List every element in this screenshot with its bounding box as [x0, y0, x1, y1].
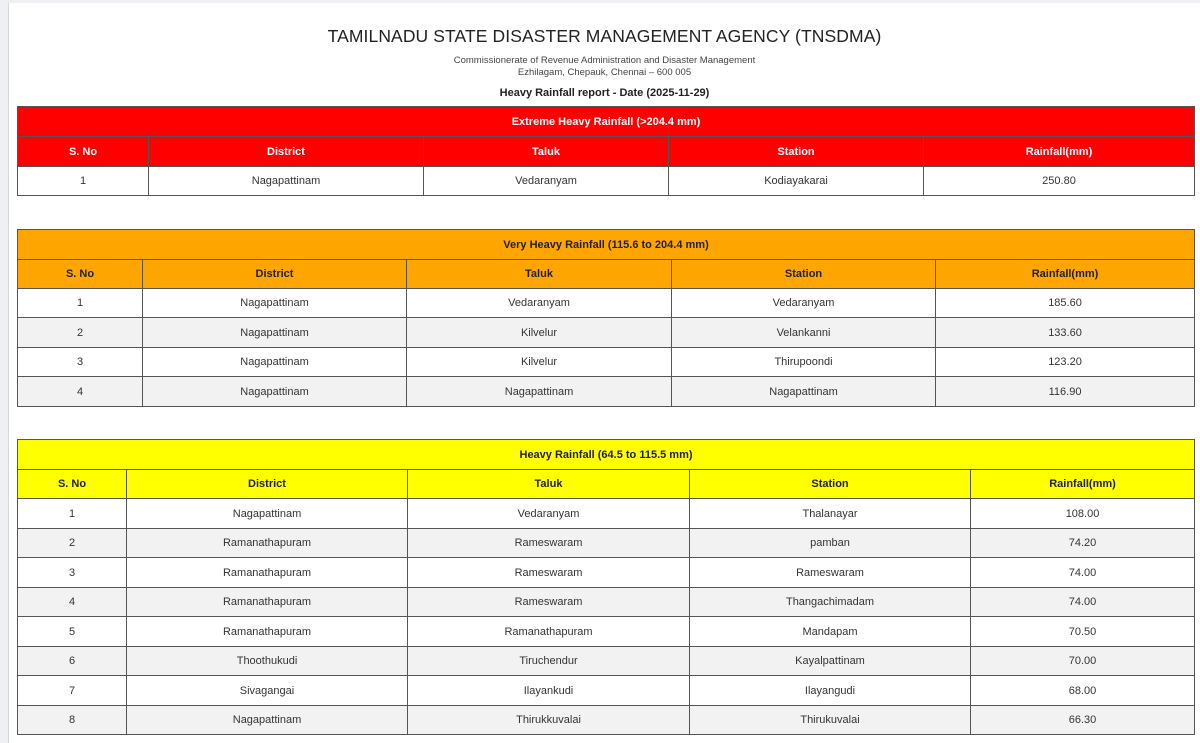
commissionerate-line: Commissionerate of Revenue Administration and Disaster Management — [453, 55, 756, 66]
cell-sno: 1 — [18, 167, 149, 196]
cell-sno: 4 — [18, 588, 127, 617]
cell-taluk: Rameswaram — [408, 529, 690, 558]
cell-district: Nagapattinam — [143, 318, 407, 348]
cell-station: Thangachimadam — [690, 588, 971, 617]
table-row — [18, 529, 1195, 558]
cell-sno: 1 — [18, 499, 127, 529]
cell-sno: 8 — [18, 706, 127, 735]
heavy-rainfall-caption: Heavy Rainfall (64.5 to 115.5 mm) — [18, 440, 1195, 470]
cell-district: Nagapattinam — [127, 706, 408, 735]
cell-rainfall: 74.20 — [971, 529, 1195, 558]
table-row — [18, 377, 1195, 407]
col-header-taluk: Taluk — [407, 260, 672, 289]
cell-taluk: Nagapattinam — [407, 377, 672, 407]
cell-sno: 5 — [18, 617, 127, 647]
cell-station: Ilayangudi — [690, 676, 971, 706]
cell-taluk: Vedaranyam — [407, 289, 672, 318]
table-row — [18, 617, 1195, 647]
cell-station: Mandapam — [690, 617, 971, 647]
col-header-station: Station — [669, 137, 924, 167]
extreme-rainfall-caption: Extreme Heavy Rainfall (>204.4 mm) — [18, 107, 1195, 137]
table-row — [18, 676, 1195, 706]
cell-station: Velankanni — [672, 318, 936, 348]
cell-taluk: Rameswaram — [408, 558, 690, 588]
col-header-rainfall: Rainfall(mm) — [924, 137, 1195, 167]
cell-station: Kayalpattinam — [690, 647, 971, 676]
col-header-station: Station — [672, 260, 936, 289]
cell-taluk: Kilvelur — [407, 318, 672, 348]
cell-rainfall: 74.00 — [971, 588, 1195, 617]
col-header-district: District — [143, 260, 407, 289]
cell-sno: 7 — [18, 676, 127, 706]
cell-station: Nagapattinam — [672, 377, 936, 407]
col-header-district: District — [127, 470, 408, 499]
cell-sno: 1 — [18, 289, 143, 318]
col-header-rainfall: Rainfall(mm) — [936, 260, 1195, 289]
table-row — [18, 499, 1195, 529]
cell-taluk: Ilayankudi — [408, 676, 690, 706]
cell-sno: 2 — [18, 529, 127, 558]
table-row — [18, 318, 1195, 348]
cell-district: Nagapattinam — [143, 289, 407, 318]
cell-rainfall: 70.50 — [971, 617, 1195, 647]
cell-rainfall: 133.60 — [936, 318, 1195, 348]
col-header-rainfall: Rainfall(mm) — [971, 470, 1195, 499]
cell-taluk: Vedaranyam — [408, 499, 690, 529]
agency-title: TAMILNADU STATE DISASTER MANAGEMENT AGENCY (TNSDMA) — [327, 26, 882, 46]
cell-district: Nagapattinam — [127, 499, 408, 529]
cell-district: Ramanathapuram — [127, 529, 408, 558]
cell-taluk: Thirukkuvalai — [408, 706, 690, 735]
cell-district: Ramanathapuram — [127, 558, 408, 588]
cell-district: Nagapattinam — [143, 377, 407, 407]
cell-taluk: Kilvelur — [407, 348, 672, 377]
table-row — [18, 348, 1195, 377]
cell-rainfall: 123.20 — [936, 348, 1195, 377]
cell-station: Thirukuvalai — [690, 706, 971, 735]
table-row — [18, 289, 1195, 318]
cell-rainfall: 185.60 — [936, 289, 1195, 318]
table-row — [18, 167, 1195, 196]
cell-sno: 6 — [18, 647, 127, 676]
col-header-sno: S. No — [18, 260, 143, 289]
cell-district: Nagapattinam — [143, 348, 407, 377]
cell-station: Thalanayar — [690, 499, 971, 529]
cell-taluk: Ramanathapuram — [408, 617, 690, 647]
cell-district: Nagapattinam — [149, 167, 424, 196]
table-row — [18, 588, 1195, 617]
extreme-rainfall-table — [17, 106, 1195, 196]
cell-taluk: Rameswaram — [408, 588, 690, 617]
col-header-taluk: Taluk — [408, 470, 690, 499]
cell-station: Vedaranyam — [672, 289, 936, 318]
cell-taluk: Tiruchendur — [408, 647, 690, 676]
col-header-taluk: Taluk — [424, 137, 669, 167]
cell-district: Thoothukudi — [127, 647, 408, 676]
cell-rainfall: 116.90 — [936, 377, 1195, 407]
cell-sno: 2 — [18, 318, 143, 348]
col-header-district: District — [149, 137, 424, 167]
cell-taluk: Vedaranyam — [424, 167, 669, 196]
very-heavy-rainfall-table — [17, 229, 1195, 407]
address-line: Ezhilagam, Chepauk, Chennai – 600 005 — [517, 67, 692, 78]
cell-sno: 4 — [18, 377, 143, 407]
col-header-sno: S. No — [18, 470, 127, 499]
table-row — [18, 647, 1195, 676]
cell-sno: 3 — [18, 348, 143, 377]
cell-station: Rameswaram — [690, 558, 971, 588]
cell-rainfall: 66.30 — [971, 706, 1195, 735]
cell-rainfall: 108.00 — [971, 499, 1195, 529]
cell-station: Kodiayakarai — [669, 167, 924, 196]
cell-station: pamban — [690, 529, 971, 558]
col-header-sno: S. No — [18, 137, 149, 167]
cell-rainfall: 74.00 — [971, 558, 1195, 588]
very-heavy-rainfall-caption: Very Heavy Rainfall (115.6 to 204.4 mm) — [18, 230, 1195, 260]
report-title: Heavy Rainfall report - Date (2025-11-29) — [499, 87, 710, 99]
cell-sno: 3 — [18, 558, 127, 588]
cell-rainfall: 68.00 — [971, 676, 1195, 706]
cell-rainfall: 250.80 — [924, 167, 1195, 196]
table-row — [18, 558, 1195, 588]
table-row — [18, 706, 1195, 735]
cell-district: Sivagangai — [127, 676, 408, 706]
cell-district: Ramanathapuram — [127, 617, 408, 647]
col-header-station: Station — [690, 470, 971, 499]
heavy-rainfall-table — [17, 439, 1195, 735]
report-page — [8, 3, 1200, 743]
cell-station: Thirupoondi — [672, 348, 936, 377]
cell-district: Ramanathapuram — [127, 588, 408, 617]
cell-rainfall: 70.00 — [971, 647, 1195, 676]
